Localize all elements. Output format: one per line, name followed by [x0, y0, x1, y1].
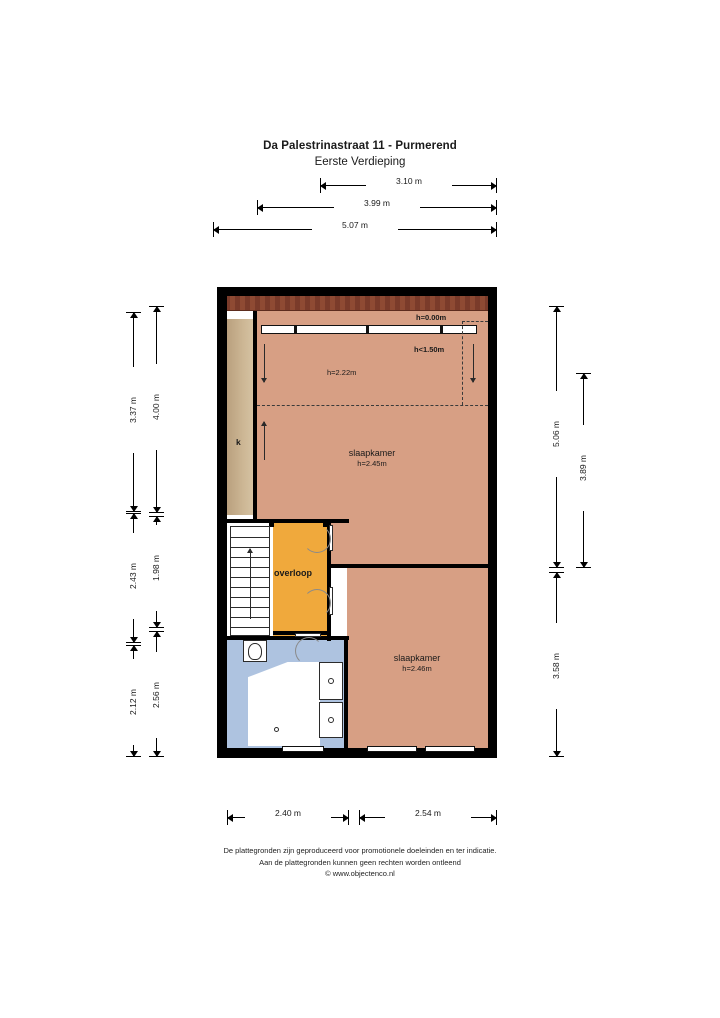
dimension-tick	[496, 200, 497, 215]
window-bedroom2-bottom-2	[425, 746, 475, 752]
room-height: h=2.46m	[402, 664, 432, 674]
dimension-tick	[126, 312, 141, 313]
room-label-slaapkamer-1	[312, 447, 432, 469]
drain-icon-2	[328, 717, 334, 723]
plan-title-block	[0, 140, 720, 168]
dimension-tick	[126, 756, 141, 757]
room-label-overloop: overloop	[274, 568, 313, 578]
dimension-label-top-1: 3.10 m	[366, 176, 452, 186]
room-label-k: k	[236, 437, 241, 447]
annotation-attic-222: h=2.22m	[327, 368, 357, 377]
disclaimer-line-1: De plattegronden zijn geproduceerd voor promotionele doeleinden en ter indicatie.	[223, 846, 497, 855]
annotation-roof-150: h<1.50m	[414, 345, 445, 354]
wall-right	[488, 287, 497, 758]
window-mullion	[294, 326, 297, 333]
dimension-tick	[549, 306, 564, 307]
dimension-label-left-inner-1: 4.00 m	[151, 364, 161, 450]
window-bathroom-bottom	[282, 746, 324, 752]
window-mullion	[440, 326, 443, 333]
dimension-tick	[320, 178, 321, 193]
slope-line-vertical	[462, 321, 463, 405]
dimension-tick	[549, 756, 564, 757]
dimension-tick	[549, 567, 564, 568]
window-dormer	[261, 325, 477, 334]
floor-subtitle: Eerste Verdieping	[314, 156, 406, 168]
room-fill-slaapkamer-1	[257, 311, 488, 523]
annotation-roof-zero: h=0.00m	[416, 313, 447, 322]
slope-line-horizontal	[257, 405, 488, 406]
door-swing-bathroom	[295, 637, 323, 665]
room-name: slaapkamer	[393, 653, 441, 663]
window-mullion	[366, 326, 369, 333]
dimension-tick	[149, 631, 164, 632]
dimension-tick	[496, 222, 497, 237]
dimension-tick	[549, 572, 564, 573]
floor-plan	[217, 287, 497, 758]
copyright-line: © www.objectenco.nl	[325, 869, 395, 879]
dimension-tick	[149, 512, 164, 513]
dimension-label-left-inner-3: 2.56 m	[151, 652, 161, 738]
slope-line-short	[462, 321, 488, 322]
disclaimer-block	[0, 845, 720, 880]
dimension-label-bottom-2: 2.54 m	[385, 808, 471, 818]
dimension-tick	[149, 306, 164, 307]
room-name: slaapkamer	[348, 448, 396, 458]
dimension-tick	[126, 642, 141, 643]
dimension-tick	[496, 178, 497, 193]
slope-arrow-down-right	[473, 344, 474, 382]
door-swing-bedroom-1	[303, 525, 331, 553]
room-label-slaapkamer-2	[357, 652, 477, 674]
page-title: Da Palestrinastraat 11 - Purmerend	[263, 140, 457, 152]
dimension-label-right-inner-2: 3.58 m	[551, 623, 561, 709]
dimension-tick	[257, 200, 258, 215]
door-swing-bedroom-2	[303, 589, 331, 617]
dimension-label-left-outer-2: 2.43 m	[128, 533, 138, 619]
dimension-tick	[496, 810, 497, 825]
dimension-label-left-outer-1: 3.37 m	[128, 367, 138, 453]
dimension-label-bottom-1: 2.40 m	[245, 808, 331, 818]
dimension-tick	[126, 513, 141, 514]
dimension-label-top-3: 5.07 m	[312, 220, 398, 230]
wall-bathroom-right	[344, 636, 348, 748]
dimension-tick	[149, 756, 164, 757]
dimension-tick	[227, 810, 228, 825]
dimension-tick	[359, 810, 360, 825]
wall-interior-horizontal-bedroom-split	[329, 564, 489, 568]
stair-step	[231, 627, 269, 628]
stair-step	[231, 537, 269, 538]
dimension-tick	[576, 567, 591, 568]
stair-direction-arrow	[250, 549, 251, 619]
disclaimer-line-2: Aan de plattegronden kunnen geen rechten worden ontleend	[259, 857, 461, 867]
dimension-tick	[213, 222, 214, 237]
drain-icon-1	[328, 678, 334, 684]
dimension-tick	[126, 645, 141, 646]
window-bedroom2-bottom-1	[367, 746, 417, 752]
dimension-label-left-outer-3: 2.12 m	[128, 659, 138, 745]
room-fill-landing-extension	[329, 523, 488, 567]
slope-arrow-down-left	[264, 344, 265, 382]
dimension-tick	[149, 627, 164, 628]
wall-interior-vertical-k	[253, 311, 257, 523]
roof-hatching	[225, 295, 490, 311]
wall-top	[217, 287, 497, 296]
dimension-tick	[126, 511, 141, 512]
shower-drain-icon	[274, 727, 279, 732]
dimension-label-right-inner-1: 5.06 m	[551, 391, 561, 477]
slope-arrow-up-left	[264, 422, 265, 460]
dimension-label-right-outer-1: 3.89 m	[578, 425, 588, 511]
room-height: h=2.45m	[357, 459, 387, 469]
toilet-icon	[248, 643, 262, 660]
dimension-tick	[576, 373, 591, 374]
bathroom-floor-shape	[248, 662, 320, 746]
dimension-tick	[348, 810, 349, 825]
dimension-label-top-2: 3.99 m	[334, 198, 420, 208]
dimension-label-left-inner-2: 1.98 m	[151, 525, 161, 611]
dimension-tick	[149, 516, 164, 517]
